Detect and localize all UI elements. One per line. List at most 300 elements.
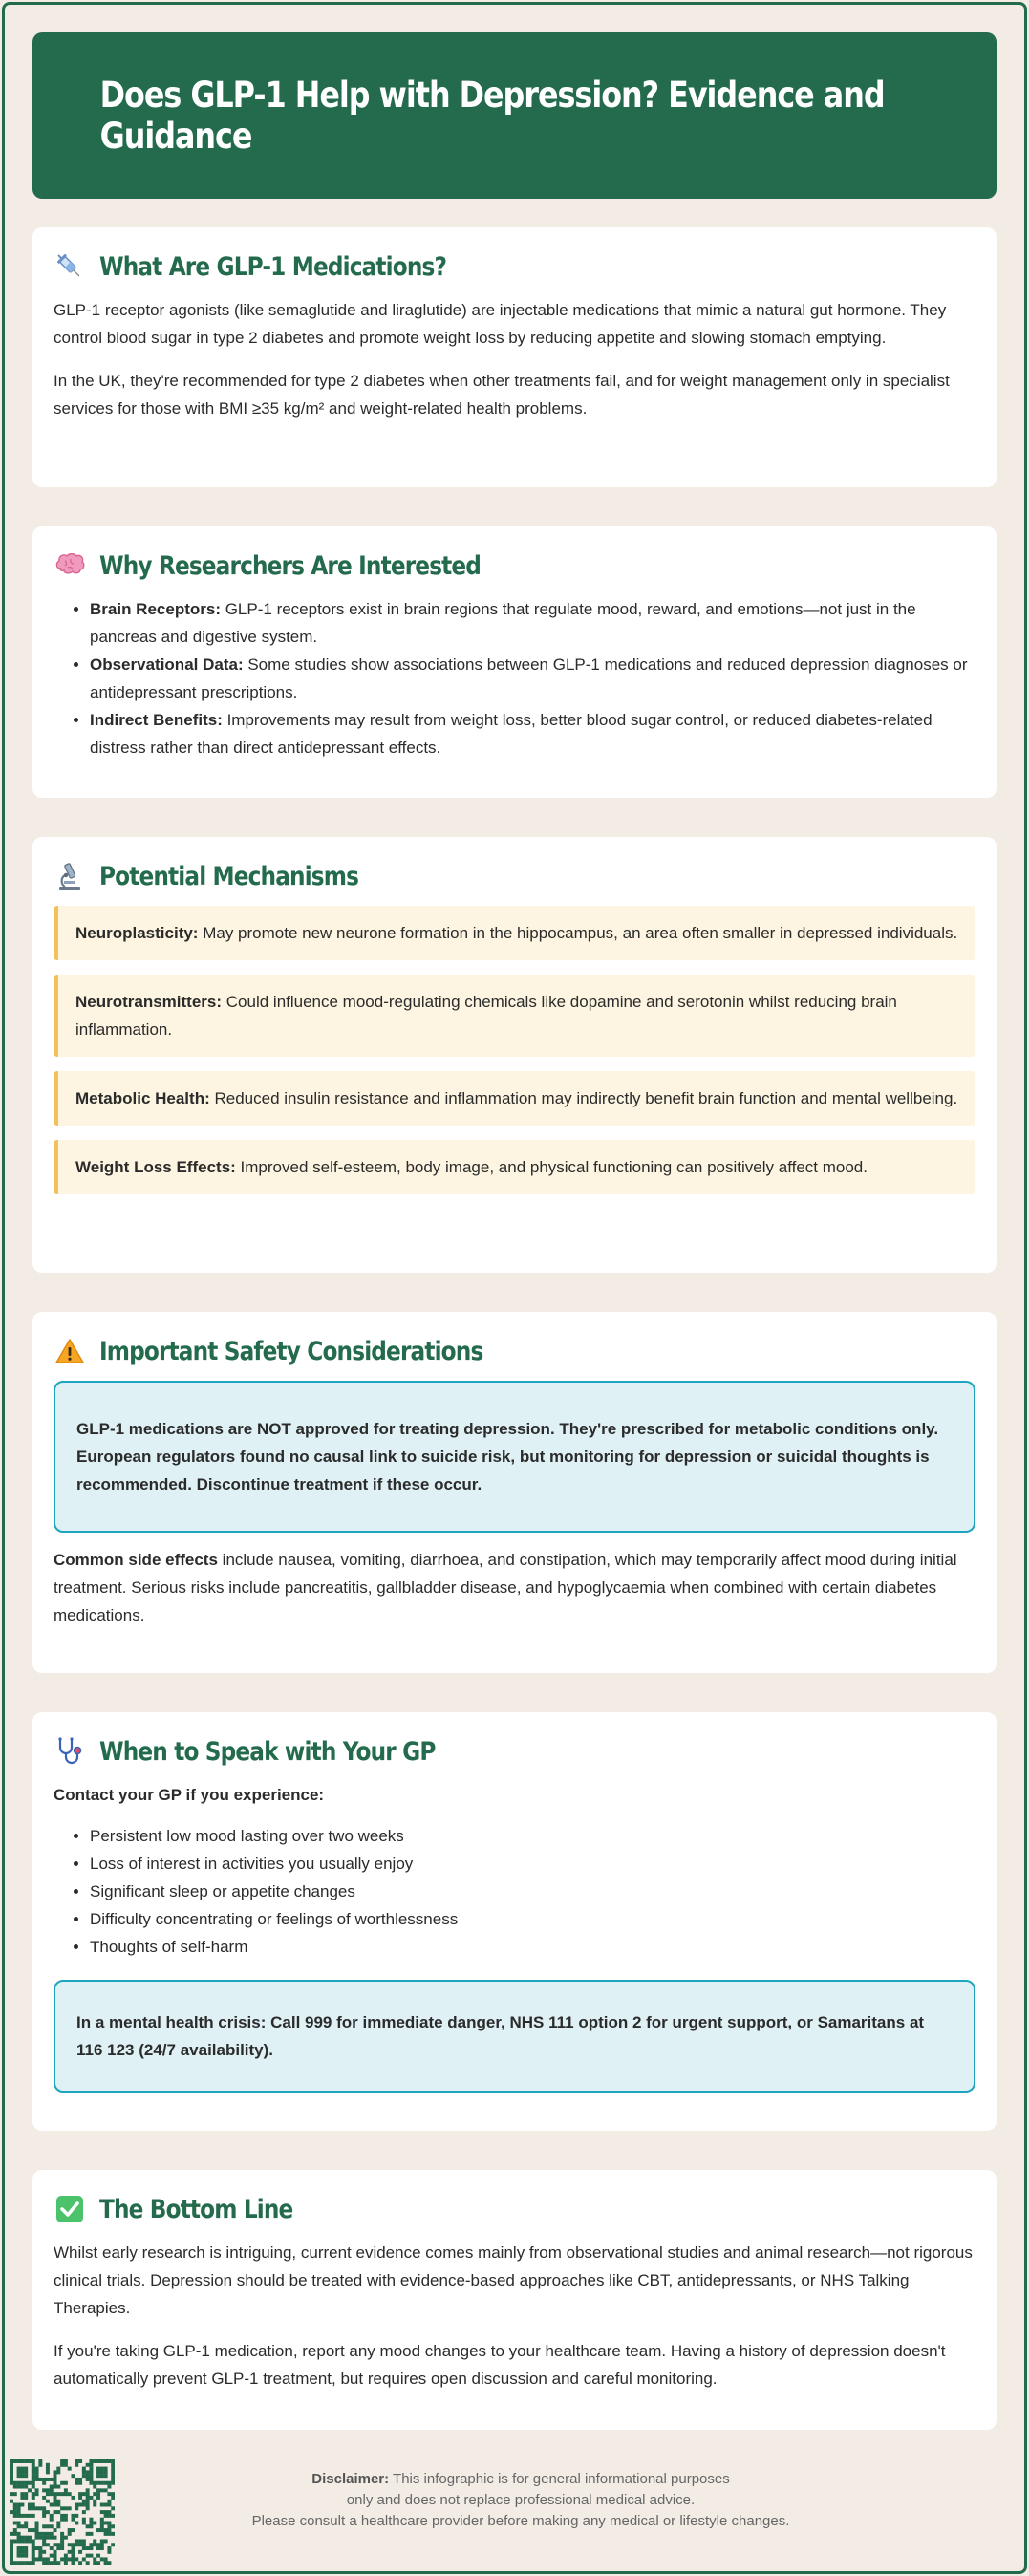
- qr-module: [86, 2561, 90, 2565]
- card-title: The Bottom Line: [99, 2194, 293, 2224]
- card-title: Important Safety Considerations: [99, 1336, 483, 1366]
- qr-module: [111, 2514, 115, 2518]
- qr-module: [60, 2459, 64, 2463]
- qr-module: [56, 2485, 60, 2489]
- qr-module: [10, 2554, 13, 2558]
- qr-module: [107, 2514, 111, 2518]
- qr-module: [100, 2488, 104, 2492]
- qr-module: [54, 2496, 57, 2500]
- list-item: • Indirect Benefits: Improvements may result from weight loss, better blood sugar control, or reduced diabetes-related distress rather than direct antidepressant effects.: [90, 706, 975, 762]
- qr-module: [56, 2467, 60, 2471]
- qr-module: [32, 2550, 35, 2554]
- qr-module: [82, 2503, 86, 2507]
- qr-module: [50, 2536, 54, 2540]
- qr-module: [17, 2514, 21, 2518]
- qr-module: [64, 2492, 68, 2496]
- qr-module: [32, 2528, 35, 2532]
- card-safety: [32, 1312, 997, 1673]
- card-header: [54, 1731, 975, 1771]
- qr-module: [38, 2557, 42, 2561]
- qr-module: [17, 2459, 21, 2463]
- qr-module: [38, 2536, 42, 2540]
- qr-module: [35, 2492, 39, 2496]
- qr-module: [20, 2470, 24, 2474]
- qr-module: [10, 2510, 13, 2514]
- qr-module: [10, 2543, 13, 2546]
- qr-module: [42, 2481, 46, 2485]
- qr-module: [24, 2467, 28, 2471]
- qr-module: [13, 2532, 17, 2536]
- qr-module: [35, 2546, 39, 2550]
- card-header: [54, 546, 975, 586]
- qr-module: [56, 2510, 60, 2514]
- qr-module: [35, 2521, 39, 2524]
- qr-module: [71, 2554, 75, 2558]
- qr-module: [28, 2536, 32, 2540]
- qr-module: [96, 2543, 100, 2546]
- qr-module: [46, 2561, 50, 2565]
- qr-module: [96, 2467, 100, 2471]
- qr-module: [71, 2528, 75, 2532]
- qr-module: [38, 2550, 42, 2554]
- qr-module: [13, 2514, 17, 2518]
- qr-module: [111, 2467, 115, 2471]
- qr-module: [54, 2500, 57, 2503]
- qr-module: [32, 2485, 35, 2489]
- qr-module: [93, 2503, 96, 2507]
- qr-module: [89, 2554, 93, 2558]
- qr-module: [75, 2557, 78, 2561]
- qr-module: [104, 2521, 108, 2524]
- qr-module: [13, 2528, 17, 2532]
- qr-module: [42, 2561, 46, 2565]
- qr-module: [20, 2536, 24, 2540]
- qr-module: [100, 2470, 104, 2474]
- mechanism-callout: Neuroplasticity: May promote new neurone formation in the hippocampus, an area often smaller in depressed individuals.: [54, 906, 975, 960]
- qr-module: [32, 2539, 35, 2543]
- qr-module: [46, 2543, 50, 2546]
- qr-module: [50, 2532, 54, 2536]
- qr-module: [28, 2488, 32, 2492]
- qr-module: [96, 2470, 100, 2474]
- card-what-are-glp1: [32, 227, 997, 487]
- qr-module: [10, 2557, 13, 2561]
- qr-module: [42, 2506, 46, 2510]
- qr-module: [64, 2554, 68, 2558]
- qr-module: [24, 2521, 28, 2524]
- qr-module: [107, 2532, 111, 2536]
- qr-module: [93, 2500, 96, 2503]
- qr-module: [82, 2518, 86, 2522]
- card-speak-with-gp: [32, 1712, 997, 2131]
- qr-module: [86, 2546, 90, 2550]
- qr-module: [17, 2510, 21, 2514]
- qr-module: [111, 2481, 115, 2485]
- qr-module: [64, 2557, 68, 2561]
- paragraph: If you're taking GLP-1 medication, report any mood changes to your healthcare team. Having a history of depression doesn't automatically prevent GLP-1 treatment, but requires open discussion and careful monitoring.: [54, 2342, 946, 2388]
- list-item: • Significant sleep or appetite changes: [90, 1878, 975, 1905]
- qr-module: [60, 2518, 64, 2522]
- card-header: [54, 856, 975, 896]
- paragraph: Whilst early research is intriguing, current evidence comes mainly from observational studies and animal research—not rigorous clinical trials. Depression should be treated with evidence-based approaches like CBT, antidepressants, or NHS Talking Therapies.: [54, 2243, 973, 2317]
- qr-module: [75, 2543, 78, 2546]
- qr-module: [89, 2470, 93, 2474]
- qr-module: [96, 2561, 100, 2565]
- qr-module: [38, 2554, 42, 2558]
- qr-module: [64, 2481, 68, 2485]
- qr-module: [50, 2546, 54, 2550]
- qr-module: [32, 2463, 35, 2467]
- qr-module: [32, 2561, 35, 2565]
- qr-module: [89, 2478, 93, 2481]
- qr-module: [20, 2554, 24, 2558]
- mechanism-callout: Weight Loss Effects: Improved self-esteem, body image, and physical functioning can positively affect mood.: [54, 1140, 975, 1194]
- qr-module: [13, 2521, 17, 2524]
- qr-module: [10, 2532, 13, 2536]
- qr-module: [28, 2459, 32, 2463]
- qr-module: [32, 2481, 35, 2485]
- qr-module: [35, 2557, 39, 2561]
- qr-module: [64, 2463, 68, 2467]
- qr-module: [46, 2492, 50, 2496]
- qr-module: [89, 2543, 93, 2546]
- qr-module: [20, 2550, 24, 2554]
- qr-module: [10, 2459, 13, 2463]
- qr-module: [89, 2524, 93, 2528]
- safety-alert: GLP-1 medications are NOT approved for treating depression. They're prescribed for metabolic conditions only. European regulators found no causal link to suicide risk, but monitoring for depression or suicidal thoughts is recommended. Discontinue treatment if these occur.: [54, 1381, 975, 1533]
- mechanism-callout: Neurotransmitters: Could influence mood-regulating chemicals like dopamine and serotonin whilst reducing brain inflammation.: [54, 975, 975, 1057]
- card-header: [54, 1331, 975, 1371]
- qr-module: [54, 2474, 57, 2478]
- qr-module: [10, 2463, 13, 2467]
- qr-module: [56, 2543, 60, 2546]
- qr-module: [54, 2543, 57, 2546]
- stethoscope-icon: [54, 1735, 86, 1768]
- syringe-icon: [54, 250, 86, 283]
- qr-module: [82, 2539, 86, 2543]
- qr-module: [71, 2546, 75, 2550]
- qr-module: [38, 2546, 42, 2550]
- qr-module: [107, 2485, 111, 2489]
- qr-module: [17, 2481, 21, 2485]
- qr-module: [111, 2463, 115, 2467]
- qr-module: [20, 2467, 24, 2471]
- qr-module: [86, 2474, 90, 2478]
- qr-module: [46, 2532, 50, 2536]
- qr-module: [24, 2496, 28, 2500]
- qr-module: [17, 2485, 21, 2489]
- qr-module: [89, 2532, 93, 2536]
- qr-module: [104, 2474, 108, 2478]
- qr-module: [89, 2518, 93, 2522]
- qr-module: [86, 2463, 90, 2467]
- qr-module: [50, 2524, 54, 2528]
- qr-module: [35, 2467, 39, 2471]
- qr-module: [75, 2539, 78, 2543]
- qr-module: [96, 2488, 100, 2492]
- qr-module: [111, 2524, 115, 2528]
- qr-module: [10, 2492, 13, 2496]
- qr-module: [32, 2467, 35, 2471]
- qr-module: [50, 2503, 54, 2507]
- qr-module: [20, 2539, 24, 2543]
- qr-module: [86, 2503, 90, 2507]
- qr-module: [42, 2557, 46, 2561]
- qr-module: [104, 2557, 108, 2561]
- qr-module: [71, 2557, 75, 2561]
- qr-module: [60, 2546, 64, 2550]
- qr-module: [10, 2561, 13, 2565]
- qr-module: [104, 2470, 108, 2474]
- qr-module: [104, 2481, 108, 2485]
- qr-module: [17, 2474, 21, 2478]
- qr-module: [35, 2528, 39, 2532]
- qr-module: [60, 2506, 64, 2510]
- qr-module: [100, 2546, 104, 2550]
- qr-module: [13, 2506, 17, 2510]
- list-item: • Observational Data: Some studies show associations between GLP-1 medications and reduced depression diagnoses or antidepressant prescriptions.: [90, 651, 975, 706]
- qr-module: [13, 2539, 17, 2543]
- qr-module: [17, 2539, 21, 2543]
- qr-module: [100, 2503, 104, 2507]
- qr-module: [78, 2503, 82, 2507]
- qr-module: [13, 2481, 17, 2485]
- qr-module: [28, 2481, 32, 2485]
- qr-module: [100, 2459, 104, 2463]
- qr-module: [24, 2546, 28, 2550]
- qr-module: [71, 2543, 75, 2546]
- qr-module: [86, 2506, 90, 2510]
- qr-module: [104, 2561, 108, 2565]
- qr-module: [56, 2503, 60, 2507]
- qr-module: [82, 2543, 86, 2546]
- qr-module: [54, 2557, 57, 2561]
- qr-module: [28, 2506, 32, 2510]
- qr-module: [107, 2561, 111, 2565]
- qr-module: [75, 2521, 78, 2524]
- qr-module: [17, 2503, 21, 2507]
- paragraph: GLP-1 receptor agonists (like semaglutide and liraglutide) are injectable medications that mimic a natural gut hormone. They control blood sugar in type 2 diabetes and promote weight loss by reducing appetite and slowing stomach emptying.: [54, 301, 947, 347]
- qr-module: [20, 2459, 24, 2463]
- qr-module: [10, 2500, 13, 2503]
- card-header: [54, 2189, 975, 2229]
- qr-module: [93, 2492, 96, 2496]
- qr-module: [54, 2528, 57, 2532]
- qr-module: [35, 2506, 39, 2510]
- qr-module: [32, 2492, 35, 2496]
- qr-module: [24, 2492, 28, 2496]
- qr-module: [32, 2503, 35, 2507]
- qr-module: [32, 2546, 35, 2550]
- qr-module: [82, 2500, 86, 2503]
- list-item: • Loss of interest in activities you usually enjoy: [90, 1850, 975, 1878]
- qr-code: [10, 2459, 115, 2565]
- symptoms-list: [90, 1822, 975, 1961]
- qr-module: [32, 2474, 35, 2478]
- qr-module: [96, 2481, 100, 2485]
- qr-module: [54, 2536, 57, 2540]
- qr-module: [68, 2528, 72, 2532]
- paragraph: Common side effects include nausea, vomiting, diarrhoea, and constipation, which may temporarily affect mood during initial treatment. Serious risks include pancreatitis, gallbladder disease, and hypoglycaemia when combined with certain diabetes medications.: [54, 1551, 957, 1624]
- qr-module: [13, 2485, 17, 2489]
- list-item: • Brain Receptors: GLP-1 receptors exist in brain regions that regulate mood, reward, and emotions—not just in the pancreas and digestive system.: [90, 595, 975, 651]
- qr-module: [100, 2557, 104, 2561]
- qr-module: [35, 2474, 39, 2478]
- qr-module: [89, 2459, 93, 2463]
- qr-module: [56, 2500, 60, 2503]
- qr-module: [32, 2470, 35, 2474]
- intro-text: Contact your GP if you experience:: [54, 1786, 325, 1804]
- qr-module: [13, 2459, 17, 2463]
- qr-module: [13, 2492, 17, 2496]
- qr-module: [96, 2546, 100, 2550]
- qr-module: [38, 2532, 42, 2536]
- qr-module: [38, 2459, 42, 2463]
- qr-module: [78, 2550, 82, 2554]
- qr-module: [20, 2485, 24, 2489]
- qr-module: [42, 2536, 46, 2540]
- qr-module: [54, 2485, 57, 2489]
- qr-module: [32, 2478, 35, 2481]
- qr-module: [13, 2510, 17, 2514]
- list-item: • Persistent low mood lasting over two weeks: [90, 1822, 975, 1850]
- qr-module: [17, 2506, 21, 2510]
- qr-module: [104, 2514, 108, 2518]
- qr-module: [46, 2478, 50, 2481]
- qr-module: [75, 2478, 78, 2481]
- qr-module: [71, 2550, 75, 2554]
- qr-module: [54, 2550, 57, 2554]
- qr-module: [17, 2550, 21, 2554]
- qr-module: [86, 2488, 90, 2492]
- qr-module: [93, 2539, 96, 2543]
- qr-module: [32, 2459, 35, 2463]
- qr-module: [32, 2543, 35, 2546]
- qr-module: [24, 2474, 28, 2478]
- qr-module: [96, 2459, 100, 2463]
- qr-module: [13, 2503, 17, 2507]
- qr-module: [56, 2561, 60, 2565]
- qr-module: [10, 2474, 13, 2478]
- crisis-alert: In a mental health crisis: Call 999 for immediate danger, NHS 111 option 2 for urgent support, or Samaritans at 116 123 (24/7 availability).: [54, 1980, 975, 2093]
- qr-module: [28, 2503, 32, 2507]
- reasons-list: [90, 595, 975, 762]
- qr-module: [78, 2478, 82, 2481]
- qr-module: [107, 2528, 111, 2532]
- qr-module: [35, 2488, 39, 2492]
- qr-module: [20, 2496, 24, 2500]
- qr-module: [104, 2467, 108, 2471]
- qr-module: [17, 2561, 21, 2565]
- qr-module: [82, 2474, 86, 2478]
- list-item: • Difficulty concentrating or feelings of worthlessness: [90, 1905, 975, 1933]
- qr-module: [56, 2521, 60, 2524]
- qr-module: [89, 2496, 93, 2500]
- qr-module: [78, 2543, 82, 2546]
- brain-icon: [54, 549, 86, 582]
- qr-module: [68, 2550, 72, 2554]
- qr-module: [17, 2536, 21, 2540]
- card-title: Potential Mechanisms: [99, 861, 359, 891]
- qr-module: [93, 2481, 96, 2485]
- qr-module: [111, 2470, 115, 2474]
- qr-module: [20, 2546, 24, 2550]
- qr-module: [111, 2459, 115, 2463]
- qr-module: [38, 2463, 42, 2467]
- qr-module: [71, 2474, 75, 2478]
- qr-module: [24, 2524, 28, 2528]
- qr-module: [75, 2481, 78, 2485]
- qr-module: [82, 2557, 86, 2561]
- mechanism-callout: Metabolic Health: Reduced insulin resistance and inflammation may indirectly benefit brain function and mental wellbeing.: [54, 1071, 975, 1126]
- qr-module: [60, 2539, 64, 2543]
- qr-module: [24, 2514, 28, 2518]
- qr-module: [96, 2496, 100, 2500]
- qr-module: [50, 2518, 54, 2522]
- qr-module: [75, 2503, 78, 2507]
- qr-module: [111, 2496, 115, 2500]
- qr-module: [111, 2506, 115, 2510]
- qr-module: [86, 2478, 90, 2481]
- header-banner: [32, 32, 997, 199]
- qr-module: [46, 2470, 50, 2474]
- qr-module: [78, 2481, 82, 2485]
- qr-module: [20, 2492, 24, 2496]
- qr-module: [56, 2470, 60, 2474]
- qr-module: [71, 2518, 75, 2522]
- page-title: Does GLP-1 Help with Depression? Evidence and Guidance: [99, 75, 885, 157]
- qr-module: [82, 2492, 86, 2496]
- qr-module: [75, 2506, 78, 2510]
- qr-module: [38, 2478, 42, 2481]
- qr-module: [46, 2536, 50, 2540]
- qr-module: [42, 2510, 46, 2514]
- qr-module: [10, 2550, 13, 2554]
- qr-module: [100, 2524, 104, 2528]
- qr-module: [93, 2459, 96, 2463]
- qr-module: [42, 2532, 46, 2536]
- qr-module: [20, 2514, 24, 2518]
- qr-module: [46, 2463, 50, 2467]
- qr-module: [68, 2532, 72, 2536]
- qr-module: [54, 2561, 57, 2565]
- qr-module: [28, 2561, 32, 2565]
- qr-module: [10, 2470, 13, 2474]
- qr-module: [60, 2543, 64, 2546]
- qr-module: [20, 2561, 24, 2565]
- qr-module: [107, 2500, 111, 2503]
- qr-module: [107, 2503, 111, 2507]
- qr-module: [42, 2514, 46, 2518]
- qr-module: [20, 2481, 24, 2485]
- qr-module: [13, 2561, 17, 2565]
- qr-module: [104, 2459, 108, 2463]
- qr-module: [82, 2470, 86, 2474]
- qr-module: [42, 2539, 46, 2543]
- qr-module: [42, 2543, 46, 2546]
- qr-module: [10, 2481, 13, 2485]
- qr-module: [100, 2539, 104, 2543]
- qr-module: [100, 2467, 104, 2471]
- qr-module: [86, 2492, 90, 2496]
- qr-module: [104, 2528, 108, 2532]
- qr-module: [64, 2536, 68, 2540]
- qr-module: [35, 2478, 39, 2481]
- qr-module: [89, 2481, 93, 2485]
- qr-module: [93, 2561, 96, 2565]
- qr-module: [46, 2557, 50, 2561]
- qr-module: [75, 2463, 78, 2467]
